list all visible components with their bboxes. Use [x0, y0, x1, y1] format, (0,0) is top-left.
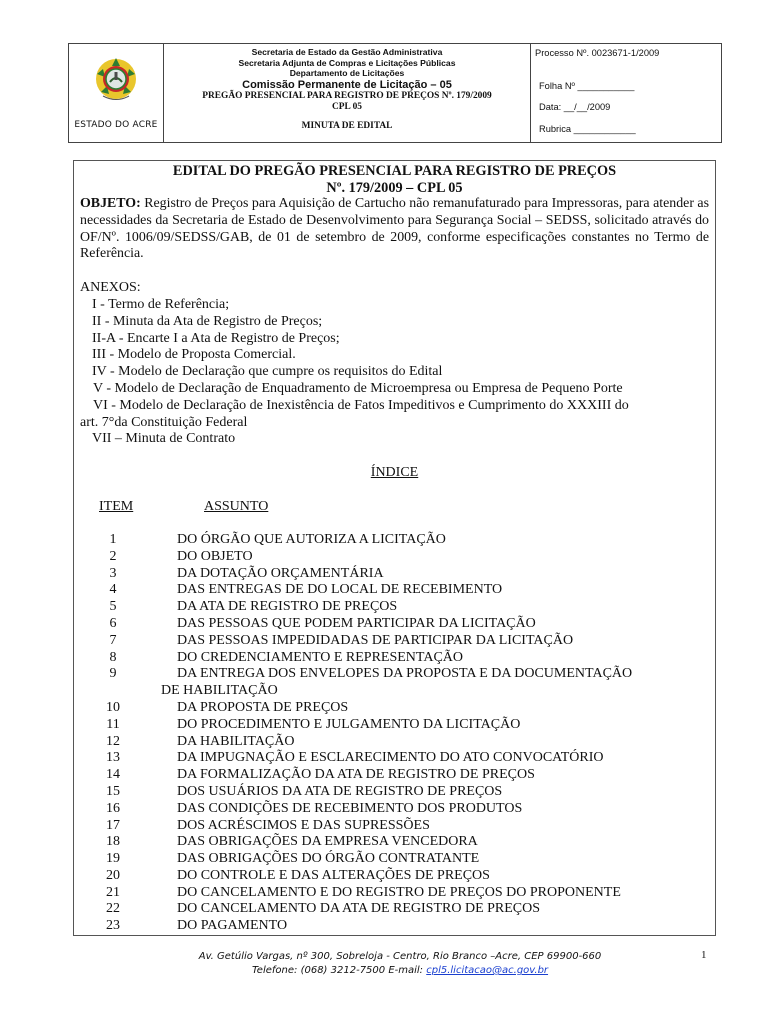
indice-item-number: 20	[106, 867, 120, 883]
secretaria-line: Secretaria de Estado da Gestão Administrativa	[251, 47, 443, 57]
indice-item-number: 6	[109, 615, 117, 631]
indice-item-number: 2	[109, 548, 117, 564]
indice-row	[80, 566, 709, 583]
page-number: 1	[701, 949, 707, 961]
indice-row	[80, 599, 709, 616]
document-header	[68, 43, 722, 143]
header-logo-cell	[69, 44, 164, 142]
anexo-item: I - Termo de Referência;	[92, 296, 230, 312]
indice-title: ÍNDICE	[370, 465, 419, 481]
indice-item-number: 12	[106, 733, 120, 749]
departamento-line: Departamento de Licitações	[289, 68, 405, 78]
indice-item-subject: DOS ACRÉSCIMOS E DAS SUPRESSÕES	[177, 817, 430, 833]
pregao-line: PREGÃO PRESENCIAL PARA REGISTRO DE PREÇOS Nº. 179/2009	[202, 90, 492, 101]
indice-item-subject: DAS OBRIGAÇÕES DO ÓRGÃO CONTRATANTE	[177, 851, 480, 867]
indice-row	[80, 901, 709, 918]
indice-item-subject: DO CANCELAMENTO E DO REGISTRO DE PREÇOS DO PROPONENTE	[177, 884, 621, 900]
indice-item-subject: DAS PESSOAS QUE PODEM PARTICIPAR DA LICITAÇÃO	[177, 615, 536, 631]
anexo-item: IV - Modelo de Declaração que cumpre os requisitos do Edital	[92, 364, 443, 380]
folha-field: Folha Nº ___________	[539, 81, 635, 91]
edital-body	[73, 160, 716, 936]
indice-item-number: 16	[106, 800, 120, 816]
indice-item-subject: DO ÓRGÃO QUE AUTORIZA A LICITAÇÃO	[177, 531, 446, 547]
anexo-item: VI - Modelo de Declaração de Inexistência de Fatos Impeditivos e Cumprimento do XXXIII do	[93, 397, 629, 413]
footer-address: Av. Getúlio Vargas, nº 300, Sobreloja - Centro, Rio Branco –Acre, CEP 69900-660	[198, 951, 602, 962]
column-header-assunto: ASSUNTO	[204, 498, 269, 514]
indice-item-number: 7	[109, 632, 117, 648]
secretaria-adjunta-line: Secretaria Adjunta de Compras e Licitações Públicas	[238, 57, 456, 68]
anexo-item: II - Minuta da Ata de Registro de Preços;	[92, 313, 323, 329]
processo-number: Processo Nº. 0023671-1/2009	[535, 48, 660, 58]
anexo-item-continuation: art. 7°da Constituição Federal	[80, 414, 248, 430]
indice-item-subject: DA ENTREGA DOS ENVELOPES DA PROPOSTA E DA DOCUMENTAÇÃO	[177, 666, 633, 682]
indice-row	[80, 717, 709, 734]
indice-row	[80, 549, 709, 566]
indice-item-subject: DA DOTAÇÃO ORÇAMENTÁRIA	[177, 565, 384, 581]
footer-phone: Telefone: (068) 3212-7500 E-mail:	[251, 965, 427, 976]
indice-item-number: 22	[106, 901, 120, 917]
indice-item-number: 15	[106, 783, 120, 799]
header-process-cell	[531, 44, 721, 142]
header-title-cell	[164, 44, 531, 142]
rubrica-field: Rubrica ____________	[539, 124, 636, 134]
indice-item-subject: DO PROCEDIMENTO E JULGAMENTO DA LICITAÇÃO	[177, 716, 521, 732]
indice-item-subject: DO PAGAMENTO	[177, 918, 288, 934]
footer-contact	[160, 964, 640, 978]
indice-header	[80, 499, 709, 516]
cpl-line: CPL 05	[332, 101, 362, 112]
indice-row	[80, 700, 709, 717]
objeto-text: Registro de Preços para Aquisição de Cartucho não remanufaturado para Impressoras, para atender as necessidades da Secretaria de Estado de Desenvolvimento para Segurança Social – SEDSS, solicitado através do OF/Nº. 1006/09/SEDSS/GAB, de 01 de setembro de 2009, conforme especificações constantes no Termo de Referência.	[80, 196, 709, 262]
indice-item-number: 23	[106, 918, 120, 934]
indice-row	[80, 818, 709, 835]
indice-item-subject: DE HABILITAÇÃO	[161, 683, 278, 699]
footer-email-link[interactable]: cpl5.licitacao@ac.gov.br	[426, 965, 549, 976]
indice-item-subject: DO OBJETO	[177, 548, 253, 564]
indice-item-subject: DO CANCELAMENTO DA ATA DE REGISTRO DE PREÇOS	[177, 901, 541, 917]
indice-item-number: 9	[109, 666, 117, 682]
indice-item-number: 21	[106, 884, 120, 900]
indice-row	[80, 582, 709, 599]
indice-item-subject: DAS CONDIÇÕES DE RECEBIMENTO DOS PRODUTOS	[177, 800, 523, 816]
estado-do-acre-label: ESTADO DO ACRE	[74, 120, 158, 130]
edital-title: EDITAL DO PREGÃO PRESENCIAL PARA REGISTRO DE PREÇOS	[172, 163, 617, 179]
indice-item-number: 17	[106, 817, 120, 833]
indice-row	[80, 834, 709, 851]
anexos-label: ANEXOS:	[80, 280, 141, 296]
indice-row	[80, 616, 709, 633]
anexo-item: III - Modelo de Proposta Comercial.	[92, 347, 296, 363]
indice-row	[80, 784, 709, 801]
indice-row	[80, 650, 709, 667]
data-field: Data: __/__/2009	[539, 102, 611, 112]
indice-item-number: 14	[106, 767, 120, 783]
indice-item-subject: DA ATA DE REGISTRO DE PREÇOS	[177, 599, 398, 615]
indice-item-subject: DAS ENTREGAS DE DO LOCAL DE RECEBIMENTO	[177, 582, 503, 598]
indice-row	[80, 734, 709, 751]
anexo-item: V - Modelo de Declaração de Enquadramento de Microempresa ou Empresa de Pequeno Porte	[93, 380, 623, 396]
indice-item-subject: DO CREDENCIAMENTO E REPRESENTAÇÃO	[177, 649, 464, 665]
objeto-label: OBJETO:	[80, 196, 141, 211]
column-header-item: ITEM	[99, 498, 134, 514]
indice-item-number: 3	[109, 565, 117, 581]
anexo-item: VII – Minuta de Contrato	[92, 431, 236, 447]
indice-row	[80, 532, 709, 549]
indice-item-number: 13	[106, 750, 120, 766]
indice-item-subject: DO CONTROLE E DAS ALTERAÇÕES DE PREÇOS	[177, 867, 490, 883]
indice-item-subject: DOS USUÁRIOS DA ATA DE REGISTRO DE PREÇOS	[177, 783, 503, 799]
indice-item-number: 4	[109, 582, 117, 598]
indice-item-subject: DAS OBRIGAÇÕES DA EMPRESA VENCEDORA	[177, 834, 478, 850]
indice-row	[80, 633, 709, 650]
indice-item-subject: DA FORMALIZAÇÃO DA ATA DE REGISTRO DE PREÇOS	[177, 767, 535, 783]
indice-row	[80, 868, 709, 885]
indice-item-number: 11	[106, 716, 120, 732]
indice-item-number: 10	[106, 699, 120, 715]
indice-item-subject: DA IMPUGNAÇÃO E ESCLARECIMENTO DO ATO CONVOCATÓRIO	[177, 750, 604, 766]
indice-row	[80, 750, 709, 767]
indice-item-subject: DA HABILITAÇÃO	[177, 733, 295, 749]
indice-row	[80, 666, 709, 683]
edital-number: Nº. 179/2009 – CPL 05	[326, 179, 463, 196]
indice-row	[80, 918, 709, 935]
indice-row-continuation	[80, 683, 709, 700]
indice-item-number: 18	[106, 834, 120, 850]
indice-item-number: 8	[109, 649, 117, 665]
indice-item-subject: DAS PESSOAS IMPEDIDADAS DE PARTICIPAR DA LICITAÇÃO	[177, 632, 574, 648]
indice-item-number: 19	[106, 851, 120, 867]
anexos-list	[80, 297, 709, 448]
indice-row	[80, 801, 709, 818]
indice-item-number: 5	[109, 599, 117, 615]
indice-item-number: 1	[109, 531, 117, 547]
indice-row	[80, 851, 709, 868]
anexo-item: II-A - Encarte I a Ata de Registro de Preços;	[92, 330, 340, 346]
objeto-paragraph	[80, 196, 709, 263]
comissao-line: Comissão Permanente de Licitação – 05	[242, 78, 452, 91]
page-footer	[160, 950, 640, 978]
minuta-de-edital-line: MINUTA DE EDITAL	[301, 120, 393, 131]
indice-row	[80, 767, 709, 784]
indice-item-subject: DA PROPOSTA DE PREÇOS	[177, 699, 349, 715]
indice-row	[80, 885, 709, 902]
coat-of-arms-icon	[93, 56, 139, 102]
indice-list	[80, 532, 709, 935]
